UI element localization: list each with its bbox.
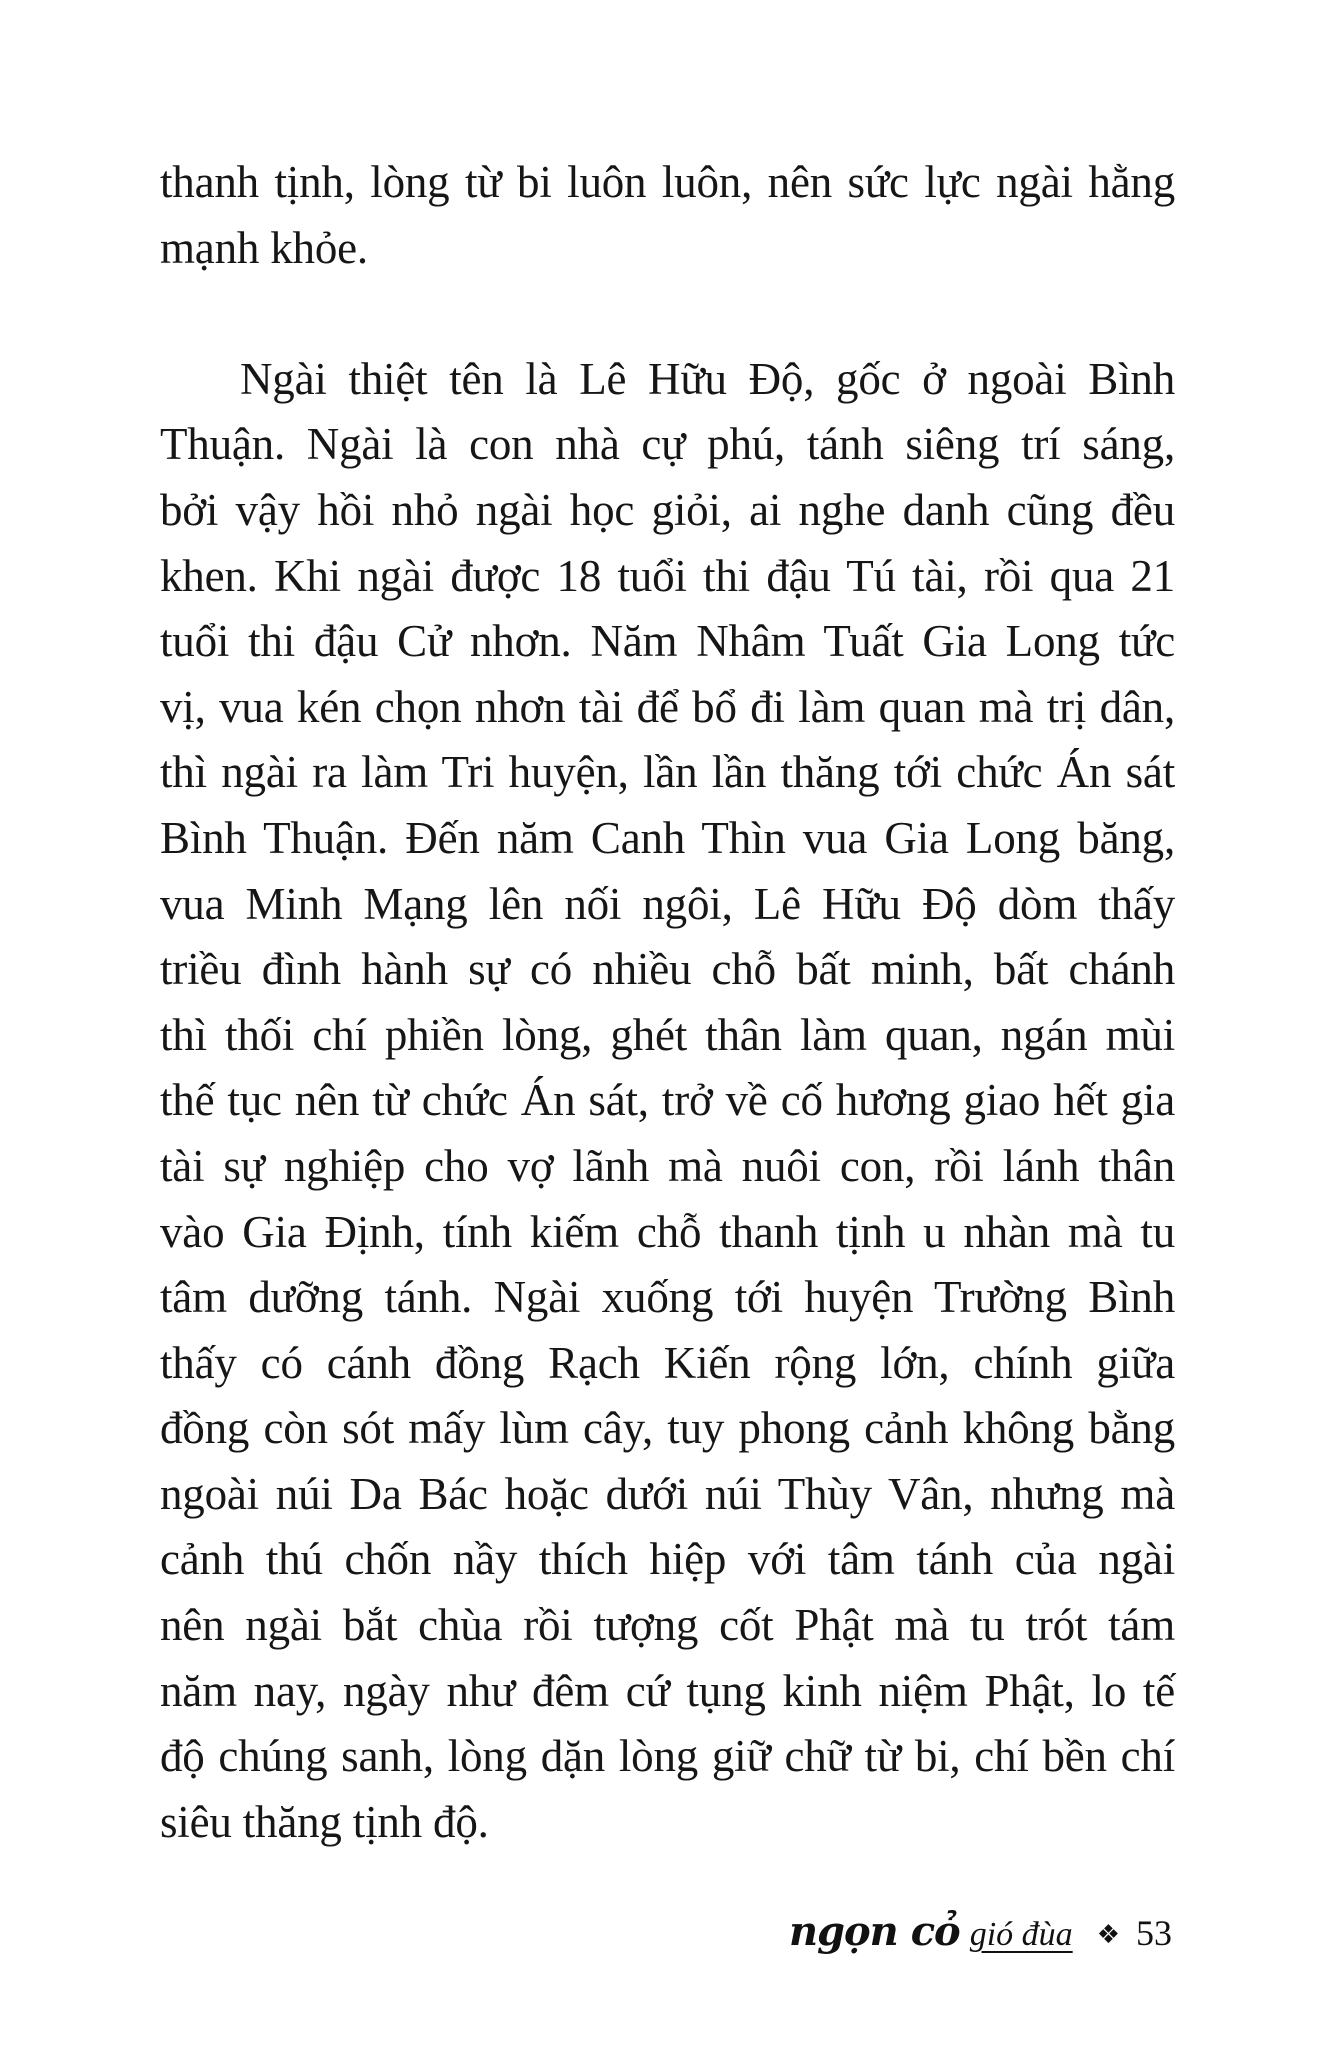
- text-line: mạnh khỏe.: [160, 222, 368, 273]
- paragraph-gap: [160, 281, 1175, 347]
- text-line: vào Gia Định, tính kiếm chỗ thanh tịnh u nhàn mà tu: [160, 1206, 1175, 1257]
- diamond-ornament-icon: ❖: [1096, 1920, 1120, 1950]
- text-line: thế tục nên từ chức Án sát, trở về cố hương giao hết gia: [160, 1075, 1175, 1126]
- text-line: Bình Thuận. Đến năm Canh Thìn vua Gia Long băng,: [160, 812, 1175, 863]
- page-number: 53: [1136, 1913, 1172, 1953]
- text-line: năm nay, ngày như đêm cứ tụng kinh niệm Phật, lo tế: [160, 1665, 1175, 1716]
- text-line: vua Minh Mạng lên nối ngôi, Lê Hữu Độ dòm thấy: [160, 878, 1175, 929]
- text-line: khen. Khi ngài được 18 tuổi thi đậu Tú tài, rồi qua 21: [160, 550, 1175, 601]
- text-line: thì thối chí phiền lòng, ghét thân làm quan, ngán mùi: [160, 1009, 1175, 1060]
- text-line: đồng còn sót mấy lùm cây, tuy phong cảnh không bằng: [160, 1403, 1175, 1454]
- text-line: bởi vậy hồi nhỏ ngài học giỏi, ai nghe danh cũng đều: [160, 484, 1175, 535]
- text-line: nên ngài bắt chùa rồi tượng cốt Phật mà tu trót tám: [160, 1600, 1175, 1651]
- body-text: [160, 150, 1175, 1855]
- running-title-cursive: gió đùa: [969, 1916, 1073, 1953]
- text-line: thấy có cánh đồng Rạch Kiến rộng lớn, chính giữa: [160, 1337, 1175, 1388]
- text-line: cảnh thú chốn nầy thích hiệp với tâm tánh của ngài: [160, 1534, 1175, 1585]
- text-line: tâm dưỡng tánh. Ngài xuống tới huyện Trường Bình: [160, 1272, 1175, 1323]
- text-line: tuổi thi đậu Cử nhơn. Năm Nhâm Tuất Gia Long tức: [160, 616, 1175, 667]
- page-footer: [789, 1908, 1172, 1955]
- text-line: độ chúng sanh, lòng dặn lòng giữ chữ từ bi, chí bền chí: [160, 1731, 1175, 1782]
- text-line: Ngài thiệt tên là Lê Hữu Độ, gốc ở ngoài Bình: [240, 353, 1175, 404]
- text-line: thanh tịnh, lòng từ bi luôn luôn, nên sức lực ngài hằng: [160, 157, 1175, 207]
- text-line: vị, vua kén chọn nhơn tài để bổ đi làm quan mà trị dân,: [160, 681, 1175, 732]
- text-line: siêu thăng tịnh độ.: [160, 1796, 489, 1847]
- text-line: Thuận. Ngài là con nhà cự phú, tánh siêng trí sáng,: [160, 419, 1175, 470]
- text-line: ngoài núi Da Bác hoặc dưới núi Thùy Vân, nhưng mà: [160, 1468, 1175, 1519]
- text-line: thì ngài ra làm Tri huyện, lần lần thăng tới chức Án sát: [160, 747, 1175, 798]
- text-line: tài sự nghiệp cho vợ lãnh mà nuôi con, rồi lánh thân: [160, 1140, 1175, 1191]
- running-title-script: ngọn cỏ: [788, 1908, 960, 1955]
- text-line: triều đình hành sự có nhiều chỗ bất minh, bất chánh: [160, 944, 1175, 995]
